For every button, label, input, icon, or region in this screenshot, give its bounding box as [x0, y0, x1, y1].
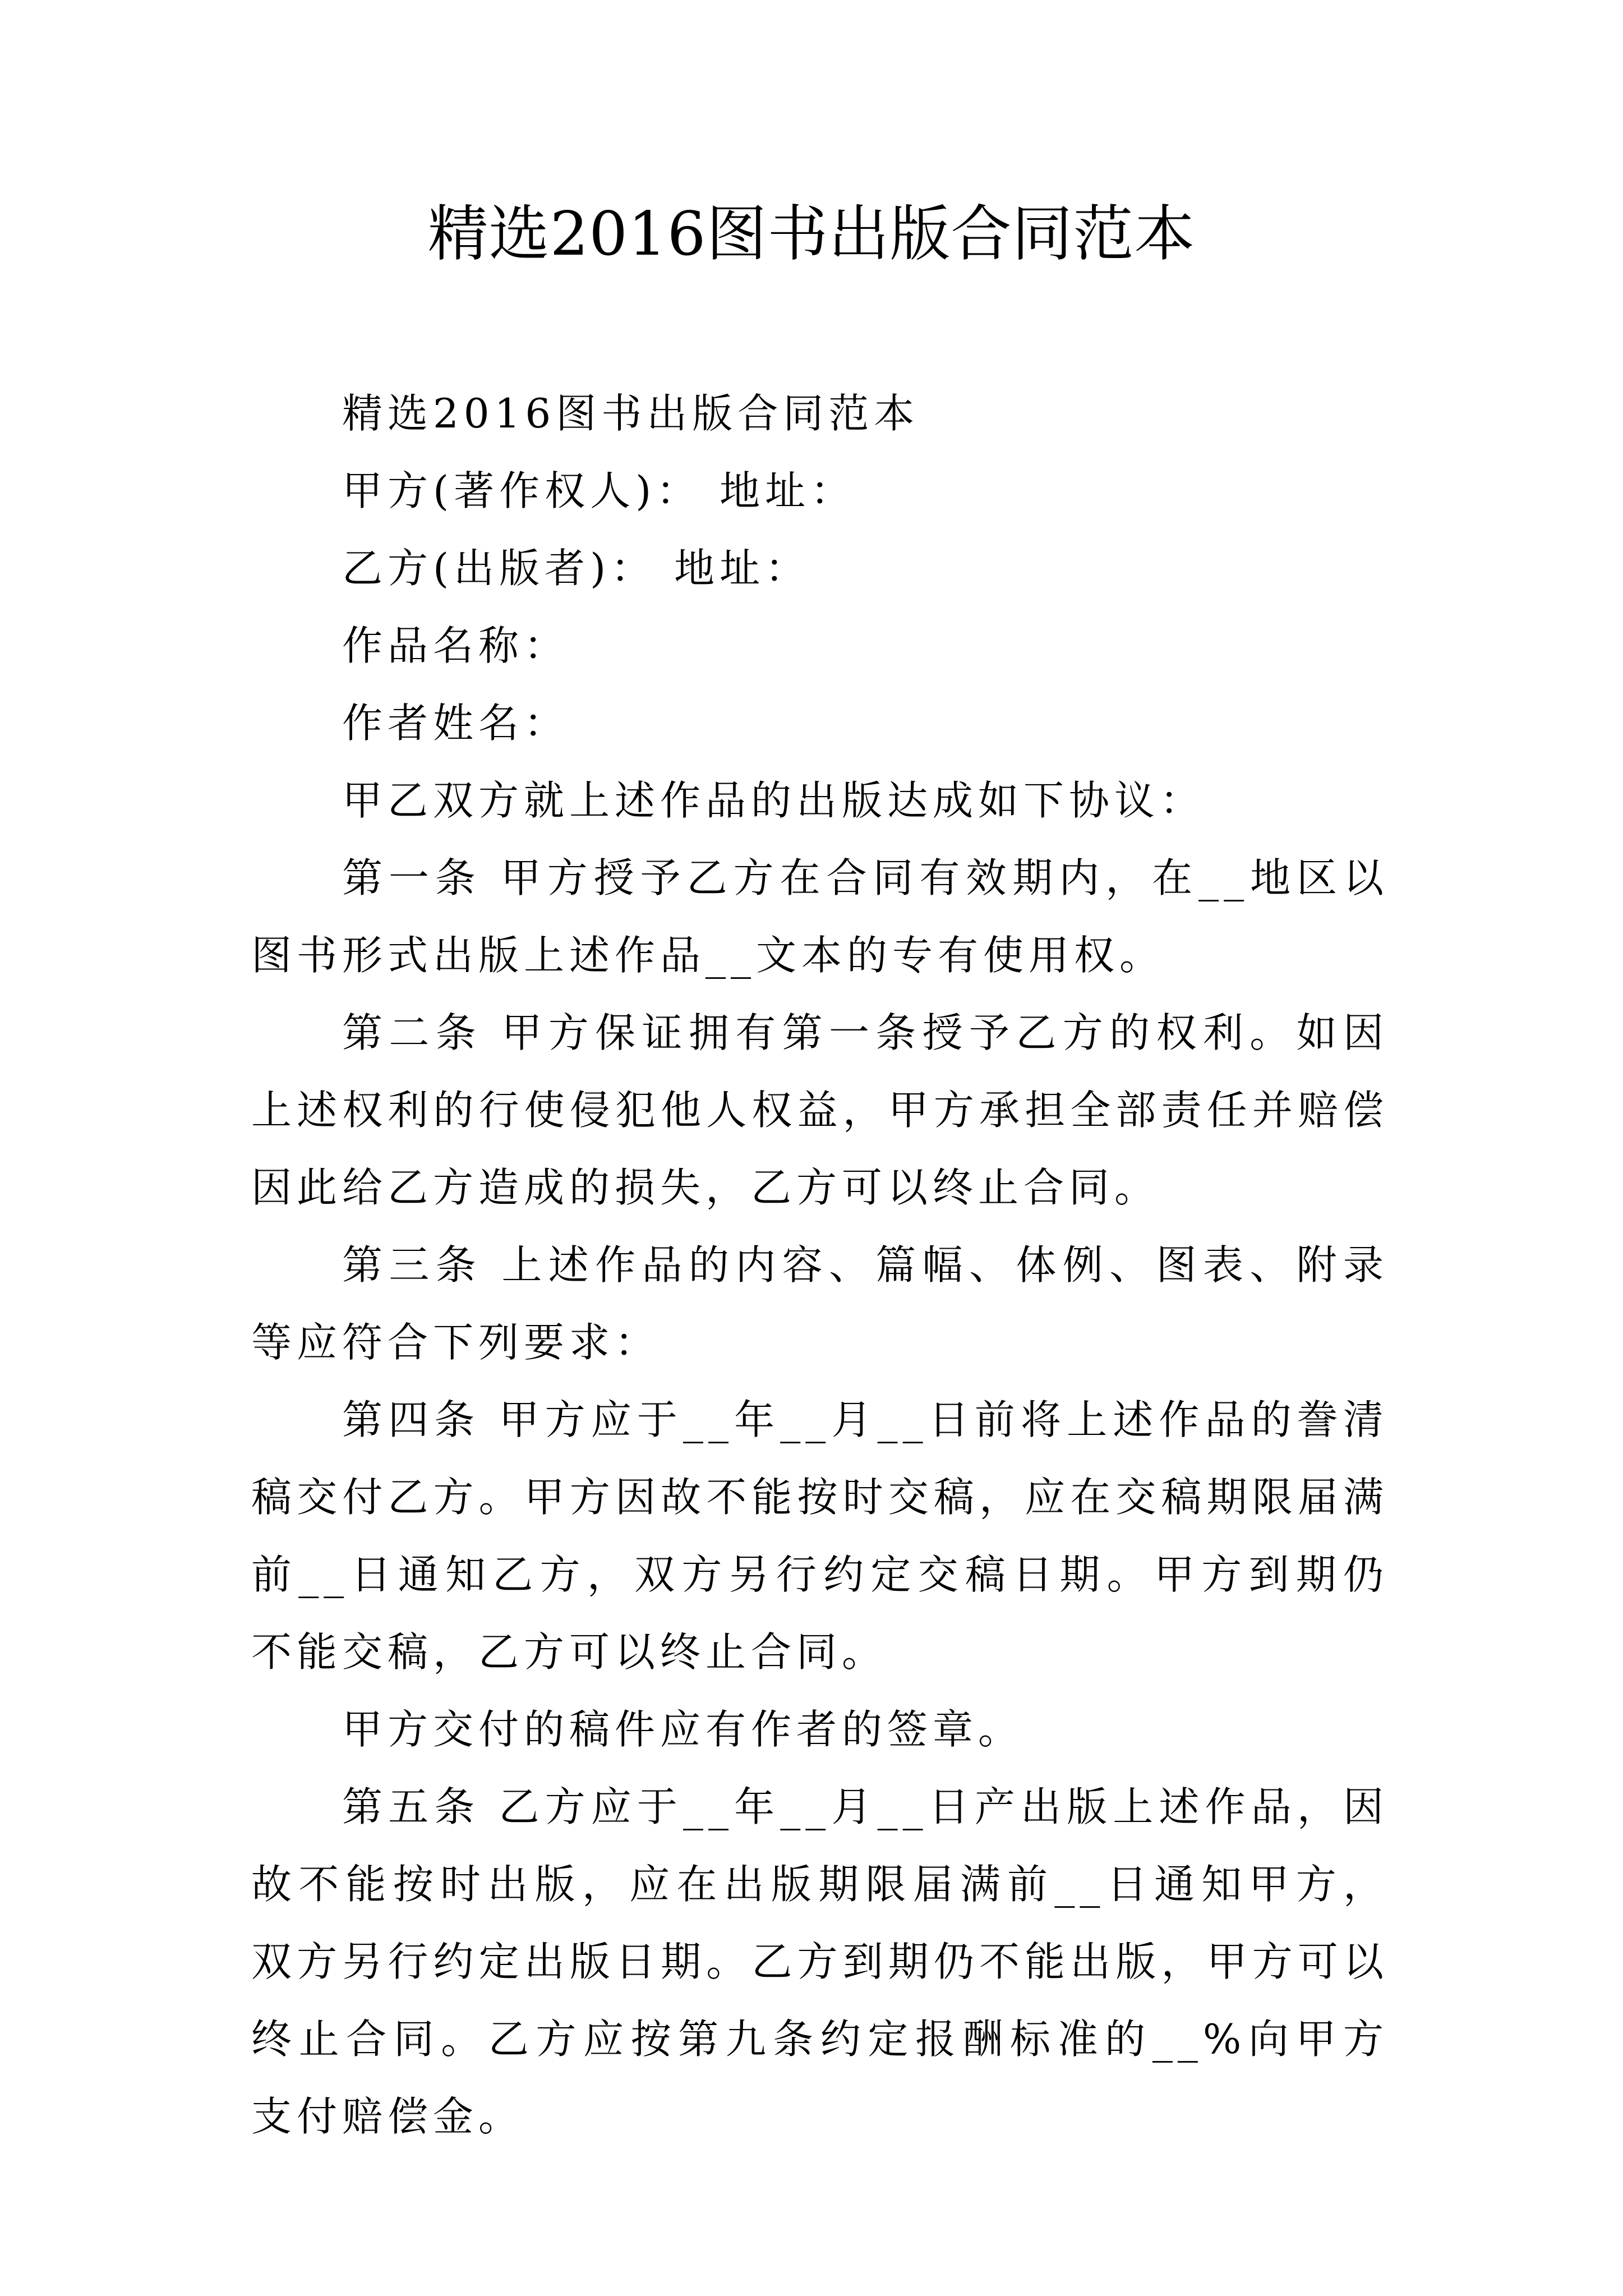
paragraph-party-b: 乙方(出版者)： 地址： [342, 545, 811, 592]
paragraph-author-name: 作者姓名： [342, 700, 570, 747]
paragraph-party-a: 甲方(著作权人)： 地址： [342, 467, 856, 514]
paragraph-subtitle: 精选2016图书出版合同范本 [342, 390, 920, 437]
paragraph-article-4: 第四条 甲方应于__年__月__日前将上述作品的誊清稿交付乙方。甲方因故不能按时交稿，应在交稿期限届满前__日通知乙方，双方另行约定交稿日期。甲方到期仍不能交稿，乙方可以终止合同。 [251, 1396, 1389, 1676]
paragraph-article-3: 第三条 上述作品的内容、篇幅、体例、图表、附录等应符合下列要求： [251, 1241, 1389, 1366]
document-title: 精选2016图书出版合同范本 [427, 199, 1196, 269]
paragraph-signature-note: 甲方交付的稿件应有作者的签章。 [342, 1706, 1024, 1753]
paragraph-article-5: 第五条 乙方应于__年__月__日产出版上述作品，因故不能按时出版，应在出版期限届满前__日通知甲方，双方另行约定出版日期。乙方到期仍不能出版，甲方可以终止合同。乙方应按第九条约定报酬标准的__%向甲方支付赔偿金。 [251, 1783, 1389, 2140]
document-body [251, 375, 1389, 2155]
paragraph-article-1: 第一条 甲方授予乙方在合同有效期内，在__地区以图书形式出版上述作品__文本的专有使用权。 [251, 854, 1389, 979]
paragraph-work-name: 作品名称： [342, 622, 570, 669]
paragraph-article-2: 第二条 甲方保证拥有第一条授予乙方的权利。如因上述权利的行使侵犯他人权益，甲方承担全部责任并赔偿因此给乙方造成的损失，乙方可以终止合同。 [251, 1009, 1389, 1211]
paragraph-agreement-intro: 甲乙双方就上述作品的出版达成如下协议： [342, 777, 1206, 824]
